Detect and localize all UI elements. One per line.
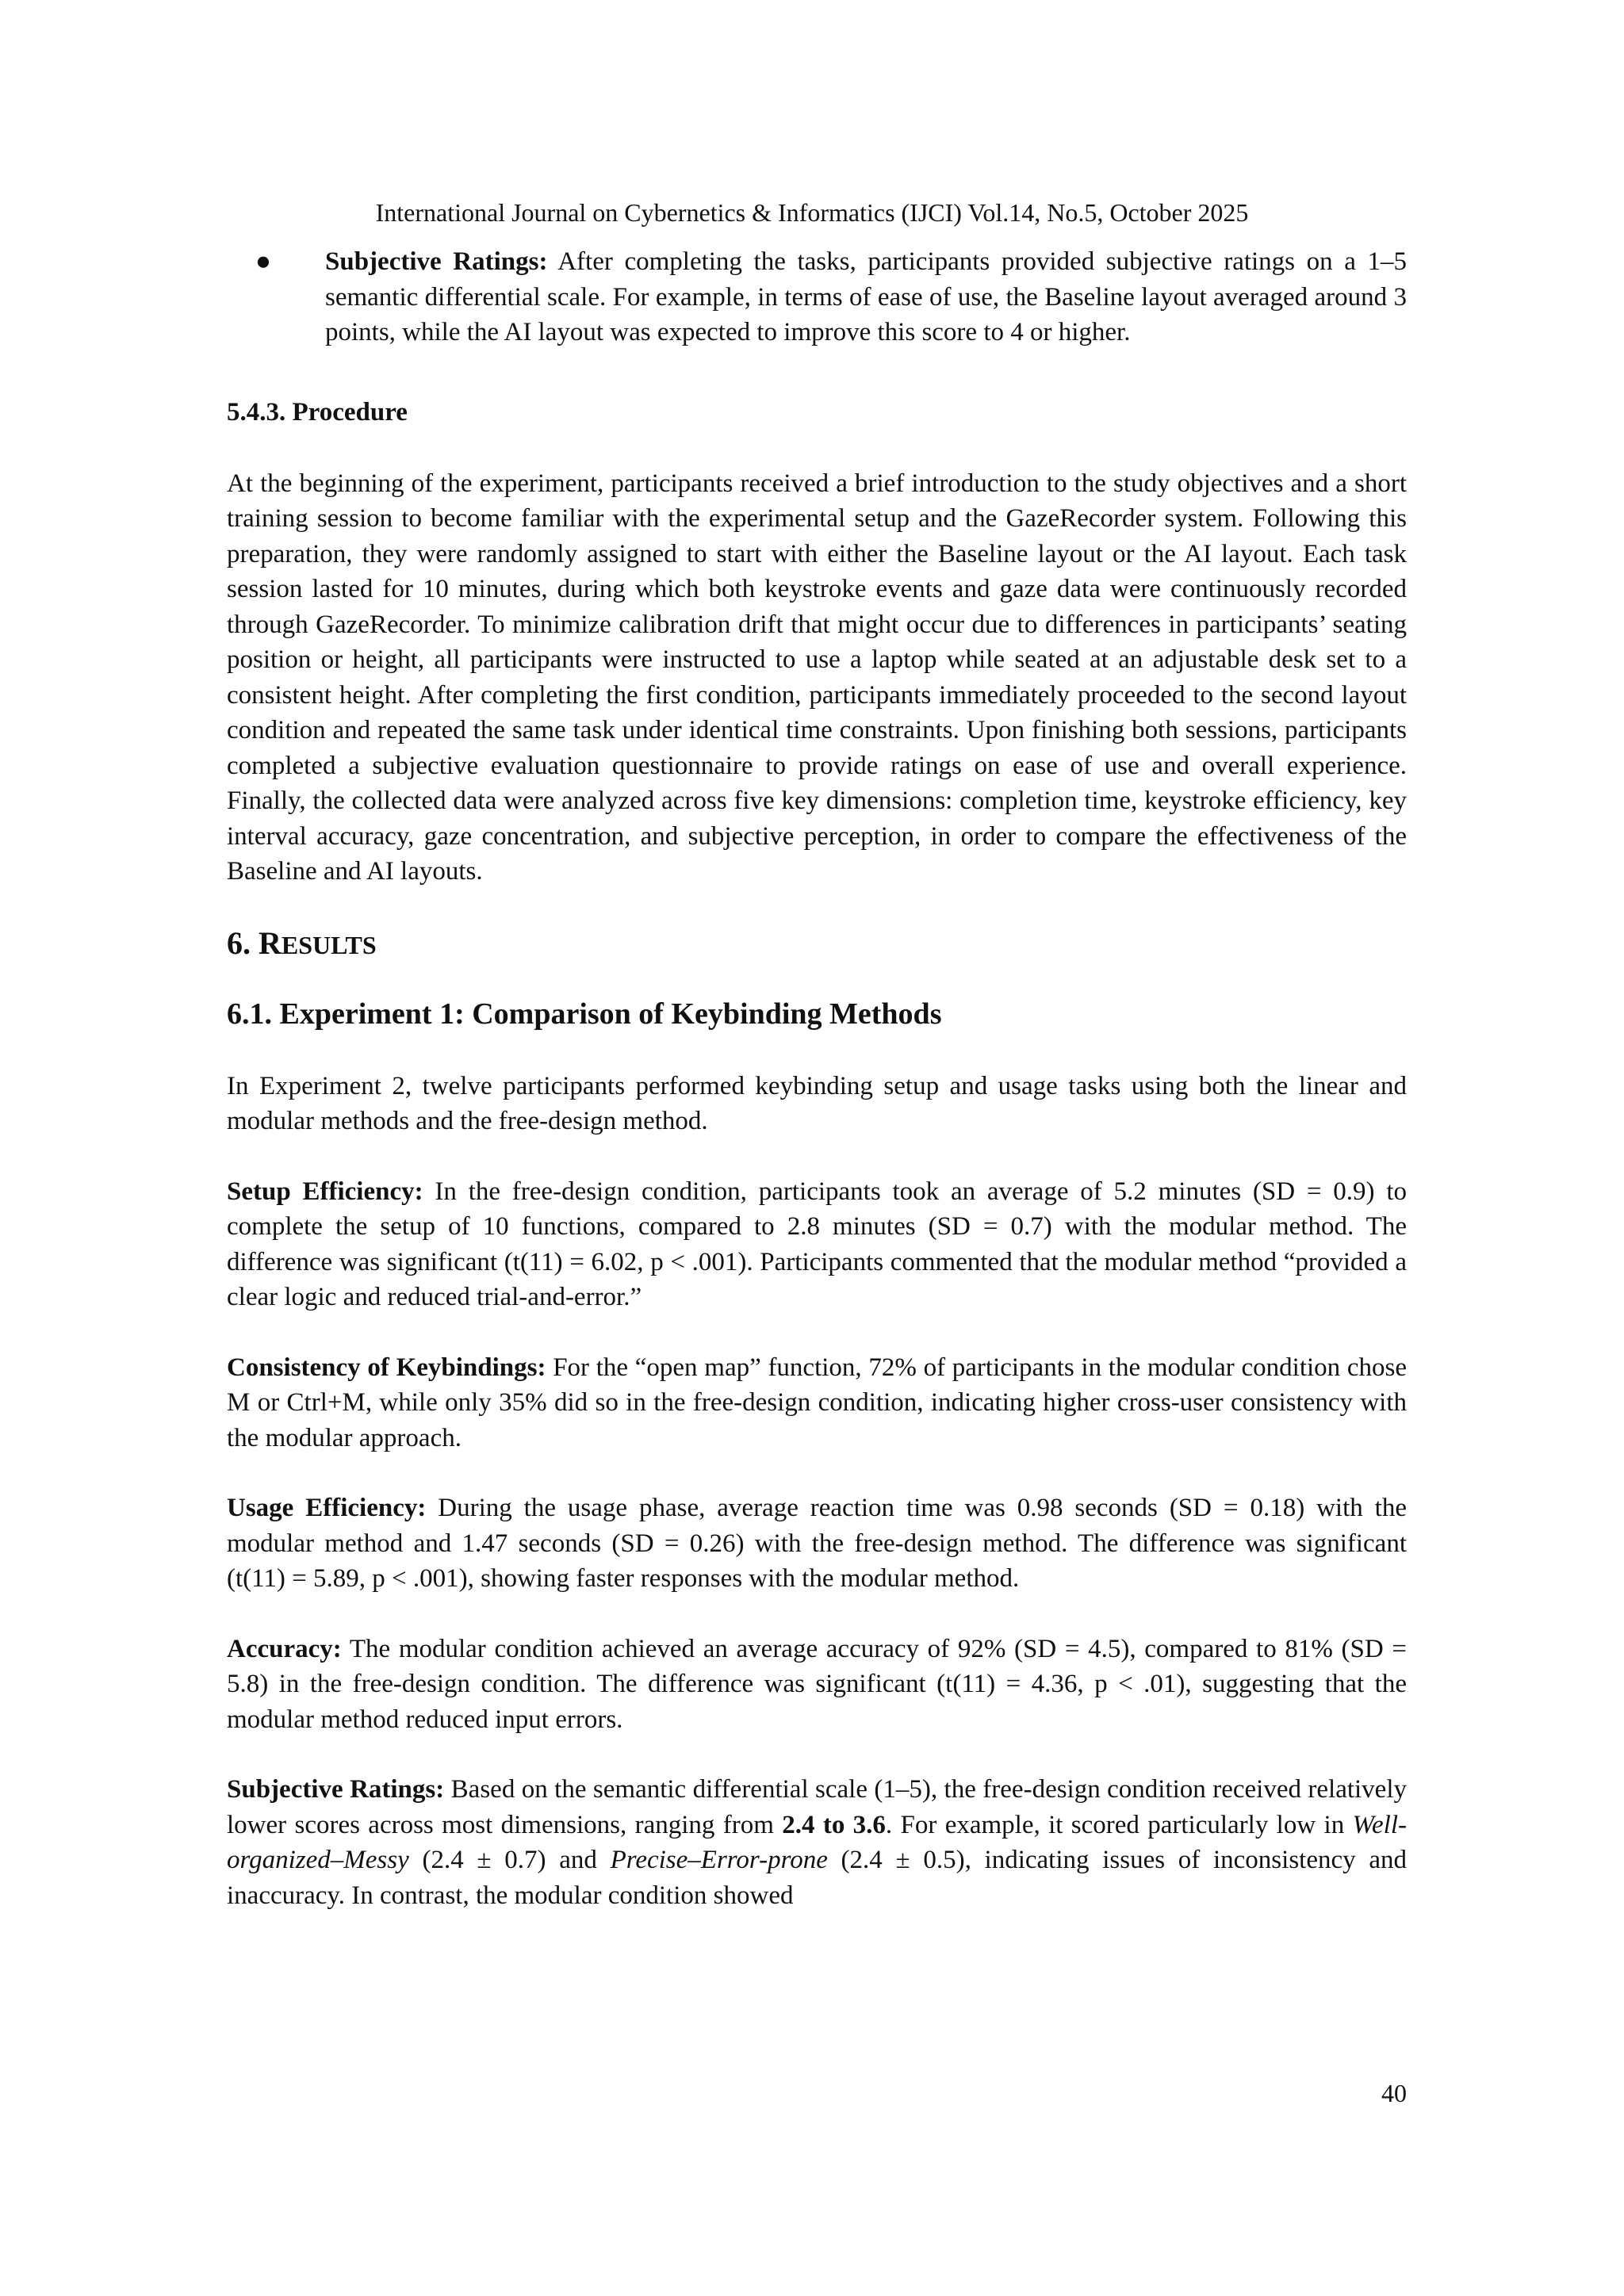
consistency-text: For the “open map” function, 72% of participants in the modular condition chose M or Ctrl+M, while only 35% did so in the free-design condition, indicating higher cross-user consistency with the modular approach.	[227, 1353, 1408, 1452]
setup-efficiency-lead: Setup Efficiency:	[227, 1177, 423, 1206]
usage-efficiency-paragraph	[227, 1490, 1407, 1597]
procedure-paragraph: At the beginning of the experiment, participants received a brief introduction to the study objectives and a short training session to become familiar with the experimental setup and the GazeRecorder system. Following this preparation, they were randomly assigned to start with either the Baseline layout or the AI layout. Each task session lasted for 10 minutes, during which both keystroke events and gaze data were continuously recorded through GazeRecorder. To minimize calibration drift that might occur due to differences in participants’ seating position or height, all participants were instructed to use a laptop while seated at an adjustable desk set to a consistent height. After completing the first condition, participants immediately proceeded to the second layout condition and repeated the same task under identical time constraints. Upon finishing both sessions, participants completed a subjective evaluation questionnaire to provide ratings on ease of use and overall experience. Finally, the collected data were analyzed across five key dimensions: completion time, keystroke efficiency, key interval accuracy, gaze concentration, and subjective perception, in order to compare the effectiveness of the Baseline and AI layouts.	[227, 469, 1407, 886]
experiment-intro-paragraph: In Experiment 2, twelve participants performed keybinding setup and usage tasks using both the linear and modular methods and the free-design method.	[227, 1071, 1407, 1135]
section-title-initial: R	[259, 924, 282, 961]
subjective-ratings-text-3: (2.4 ± 0.7) and	[408, 1846, 611, 1874]
accuracy-text: The modular condition achieved an average accuracy of 92% (SD = 4.5), compared to 81% (SD = 5.8) in the free-design condition. The difference was significant (t(11) = 4.36, p < .01), suggesting that the modular method reduced input errors.	[227, 1634, 1407, 1734]
bullet-dot-icon: ●	[255, 247, 271, 276]
bullet-text: After completing the tasks, participants provided subjective ratings on a 1–5 semantic differential scale. For example, in terms of ease of use, the Baseline layout averaged around 3 points, while the AI layout was expected to improve this score to 4 or higher.	[325, 247, 1407, 346]
subjective-ratings-term-1: Well-organized–Messy	[227, 1810, 1407, 1874]
section-heading-6-1: 6.1. Experiment 1: Comparison of Keybinding Methods	[227, 997, 942, 1031]
usage-efficiency-text: During the usage phase, average reaction time was 0.98 seconds (SD = 0.18) with the modular method and 1.47 seconds (SD = 0.26) with the free-design method. The difference was significant (t(11) = 5.89, p < .001), showing faster responses with the modular method.	[227, 1494, 1407, 1593]
page-content	[227, 244, 1407, 1913]
setup-efficiency-paragraph	[227, 1174, 1407, 1315]
accuracy-lead: Accuracy:	[227, 1634, 342, 1663]
subjective-ratings-text-4: (2.4 ± 0.5), indicating issues of inconsistency and inaccuracy. In contrast, the modular condition showed	[227, 1846, 1407, 1910]
section-heading-6	[227, 924, 1407, 964]
section-title-rest: ESULTS	[281, 930, 377, 959]
subjective-ratings-text-1: Based on the semantic differential scale (1–5), the free-design condition received relatively lower scores across most dimensions, ranging from	[227, 1775, 1407, 1839]
subjective-ratings-text-2: . For example, it scored particularly low in	[885, 1810, 1353, 1839]
running-header: International Journal on Cybernetics & Informatics (IJCI) Vol.14, No.5, October 2025	[375, 198, 1249, 227]
bullet-item-subjective-ratings	[227, 244, 1407, 350]
consistency-paragraph	[227, 1350, 1407, 1456]
consistency-lead: Consistency of Keybindings:	[227, 1353, 546, 1382]
bullet-paragraph	[325, 244, 1407, 350]
bullet-lead: Subjective Ratings:	[325, 247, 548, 276]
section-number: 6.	[227, 924, 259, 961]
subjective-ratings-lead: Subjective Ratings:	[227, 1775, 445, 1804]
accuracy-paragraph	[227, 1632, 1407, 1738]
subjective-ratings-paragraph	[227, 1772, 1407, 1913]
subjective-ratings-range: 2.4 to 3.6	[782, 1810, 886, 1839]
section-heading-5-4-3: 5.4.3. Procedure	[227, 397, 408, 427]
usage-efficiency-lead: Usage Efficiency:	[227, 1494, 427, 1522]
setup-efficiency-text: In the free-design condition, participants took an average of 5.2 minutes (SD = 0.9) to complete the setup of 10 functions, compared to 2.8 minutes (SD = 0.7) with the modular method. The difference was significant (t(11) = 6.02, p < .001). Participants commented that the modular method “provided a clear logic and reduced trial-and-error.”	[227, 1177, 1407, 1311]
subjective-ratings-term-2: Precise–Error-prone	[610, 1846, 828, 1874]
page-number: 40	[1381, 2079, 1407, 2107]
